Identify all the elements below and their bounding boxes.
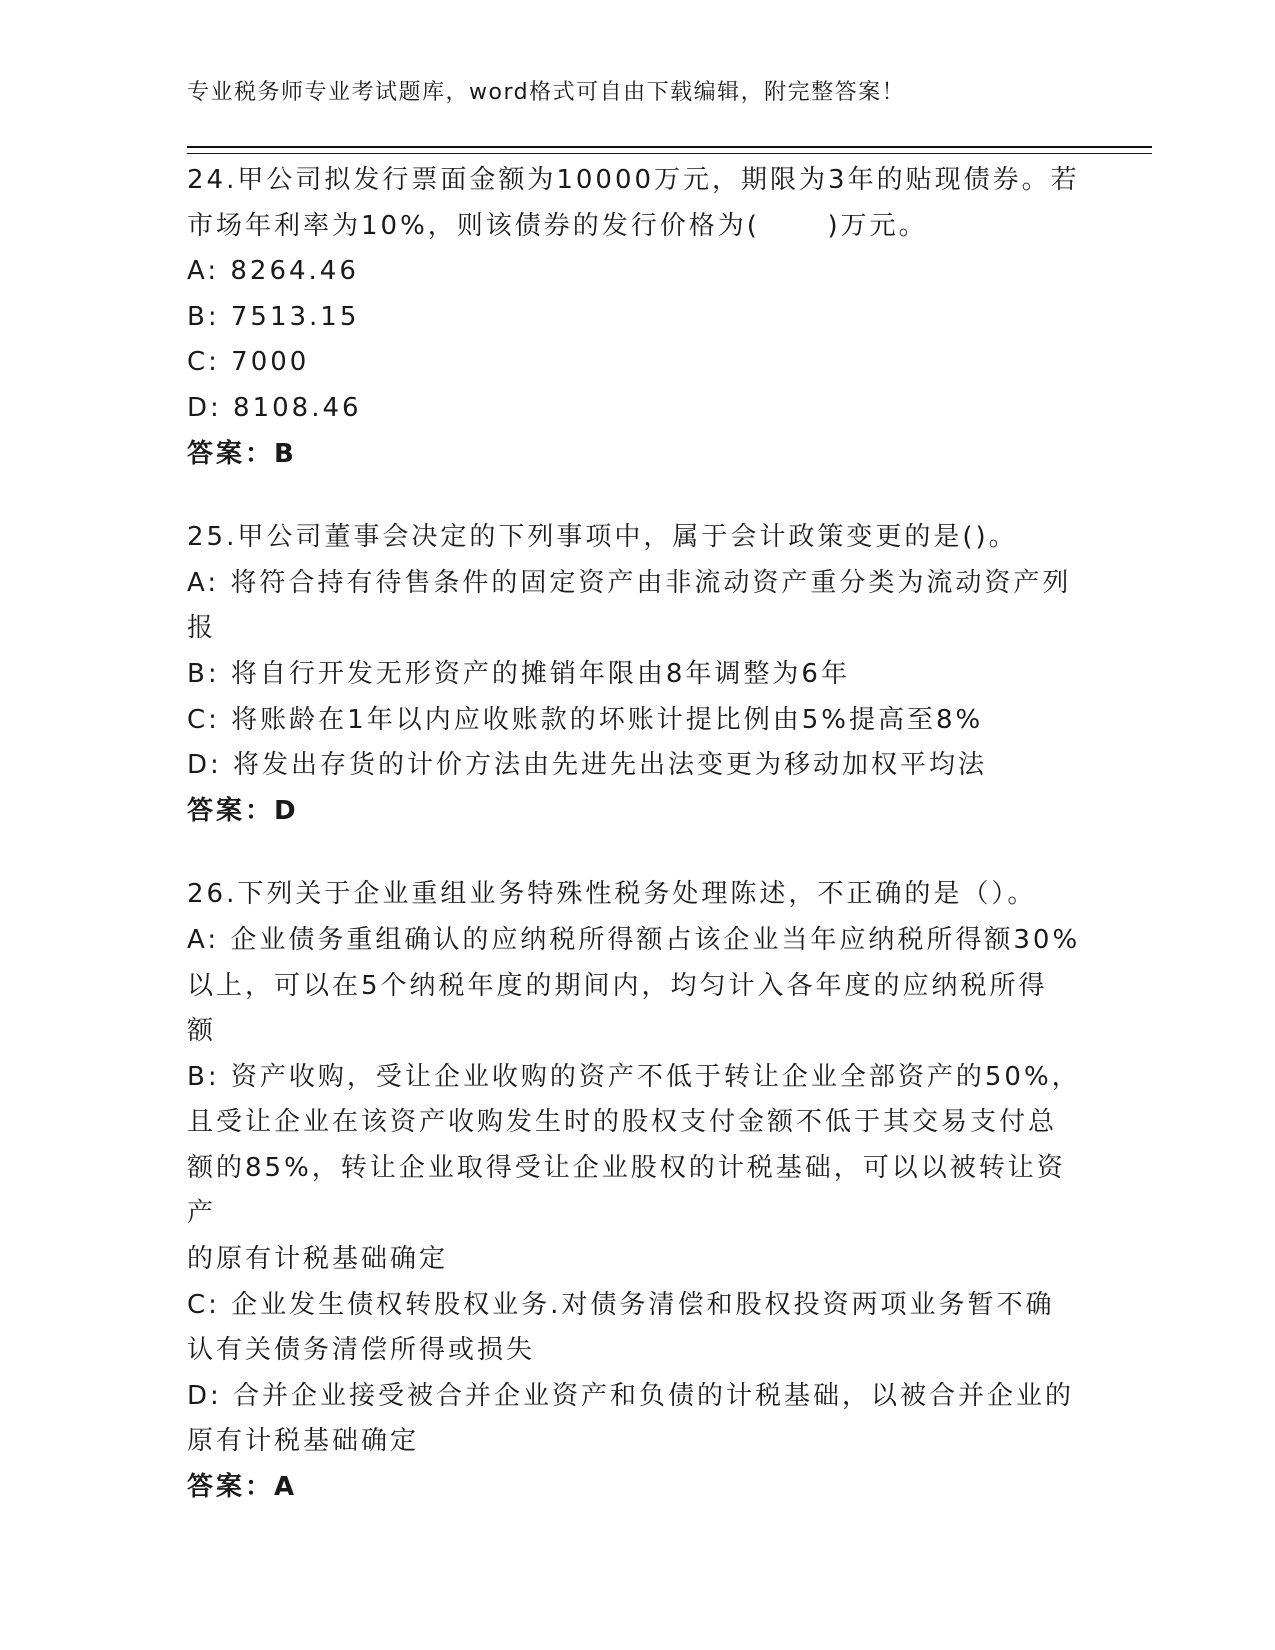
option-a-continued: 报 xyxy=(187,613,217,644)
option-d-continued: 原有计税基础确定 xyxy=(187,1426,420,1457)
question-25 xyxy=(187,515,1087,834)
option-c-continued: 认有关债务清偿所得或损失 xyxy=(187,1335,536,1366)
option-b: B: 将自行开发无形资产的摊销年限由8年调整为6年 xyxy=(187,658,850,689)
question-26 xyxy=(187,872,1087,1510)
option-a: A: 企业债务重组确认的应纳税所得额占该企业当年应纳税所得额30% xyxy=(187,924,1081,955)
question-stem-line: 市场年利率为10%，则该债券的发行价格为( )万元。 xyxy=(187,210,928,241)
question-stem-line: 26.下列关于企业重组业务特殊性税务处理陈述，不正确的是（）。 xyxy=(187,879,1037,910)
option-d: D: 合并企业接受被合并企业资产和负债的计税基础，以被合并企业的 xyxy=(187,1380,1075,1411)
option-c: C: 企业发生债权转股权业务.对债务清偿和股权投资两项业务暂不确 xyxy=(187,1289,1055,1320)
option-a-continued: 额 xyxy=(187,1016,217,1047)
question-stem-line: 24.甲公司拟发行票面金额为10000万元，期限为3年的贴现债券。若 xyxy=(187,165,1080,195)
option-a-continued: 以上，可以在5个纳税年度的期间内，均匀计入各年度的应纳税所得 xyxy=(187,970,1048,1001)
option-d: D: 将发出存货的计价方法由先进先出法变更为移动加权平均法 xyxy=(187,750,988,781)
option-b-continued: 且受让企业在该资产收购发生时的股权支付金额不低于其交易支付总 xyxy=(187,1107,1058,1138)
header-divider xyxy=(187,146,1152,154)
option-b: B: 资产收购，受让企业收购的资产不低于转让企业全部资产的50%， xyxy=(187,1061,1081,1092)
option-b: B: 7513.15 xyxy=(187,301,360,332)
option-b-continued: 的原有计税基础确定 xyxy=(187,1244,449,1275)
option-a: A: 将符合持有待售条件的固定资产由非流动资产重分类为流动资产列 xyxy=(187,567,1072,598)
option-b-continued: 额的85%，转让企业取得受让企业股权的计税基础，可以以被转让资产 xyxy=(187,1152,1066,1229)
question-list xyxy=(187,158,1087,1549)
page-header-text: 专业税务师专业考试题库，word格式可自由下载编辑，附完整答案！ xyxy=(187,80,906,105)
answer-line: 答案：A xyxy=(187,1472,298,1503)
option-c: C: 将账龄在1年以内应收账款的坏账计提比例由5%提高至8% xyxy=(187,704,984,735)
question-24 xyxy=(187,158,1087,477)
option-a: A: 8264.46 xyxy=(187,256,359,287)
question-stem-line: 25.甲公司董事会决定的下列事项中，属于会计政策变更的是()。 xyxy=(187,522,1018,553)
answer-line: 答案：D xyxy=(187,795,299,826)
option-c: C: 7000 xyxy=(187,347,310,378)
option-d: D: 8108.46 xyxy=(187,392,362,423)
answer-line: 答案：B xyxy=(187,438,297,469)
